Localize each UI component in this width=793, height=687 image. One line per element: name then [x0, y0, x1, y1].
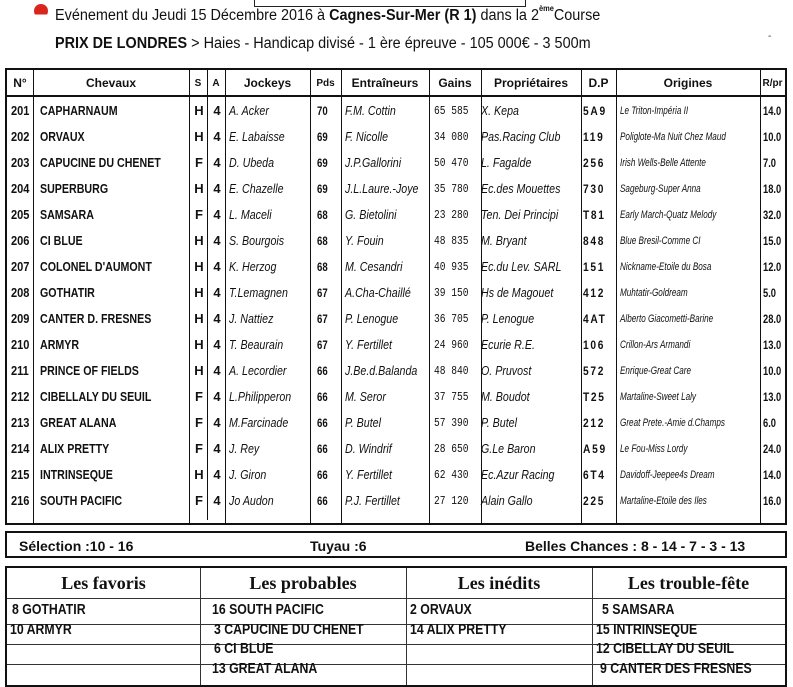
cell-recent-form: A59 — [583, 442, 607, 456]
table-row — [7, 384, 785, 410]
cell-horse: INTRINSEQUE — [40, 467, 113, 482]
cell-age: 4 — [213, 207, 221, 222]
cell-earnings: 23 280 — [434, 208, 469, 222]
table-row — [7, 98, 785, 124]
cell-horse: SAMSARA — [40, 207, 94, 222]
col-header-owners: Propriétaires — [493, 76, 569, 90]
cell-jockey: T. Beaurain — [229, 337, 284, 352]
cell-trainer: F. Nicolle — [345, 129, 389, 144]
cell-earnings: 50 470 — [434, 156, 469, 170]
cell-rating: 5.0 — [763, 286, 777, 300]
cell-earnings: 48 840 — [434, 364, 469, 378]
cell-horse: ALIX PRETTY — [40, 441, 110, 456]
cell-weight: 66 — [317, 468, 328, 482]
cell-weight: 66 — [317, 416, 328, 430]
table-row — [7, 462, 785, 488]
cell-horse: CI BLUE — [40, 233, 83, 248]
cell-owner: P. Lenogue — [481, 311, 535, 326]
inedits-item: 2 ORVAUX — [410, 601, 472, 618]
cell-age: 4 — [213, 129, 221, 144]
cell-origins: Great Prete.-Amie d.Champs — [620, 417, 725, 429]
inedits-item: 14 ALIX PRETTY — [410, 621, 507, 638]
cell-owner: Ec.Azur Racing — [481, 467, 555, 482]
cell-trainer: J.L.Laure.-Joye — [345, 181, 419, 196]
cell-weight: 68 — [317, 260, 328, 274]
cell-rating: 15.0 — [763, 234, 782, 248]
cell-trainer: F.M. Cottin — [345, 103, 396, 118]
cell-rating: 14.0 — [763, 104, 782, 118]
cell-number: 202 — [11, 129, 30, 144]
cell-horse: GOTHATIR — [40, 285, 95, 300]
probables-item: 3 CAPUCINE DU CHENET — [214, 621, 364, 638]
table-row — [7, 280, 785, 306]
cell-sex: F — [195, 389, 203, 404]
cell-jockey: J. Giron — [229, 467, 267, 482]
cell-jockey: L. Maceli — [229, 207, 272, 222]
cell-rating: 13.0 — [763, 338, 782, 352]
cell-owner: G.Le Baron — [481, 441, 536, 456]
cell-age: 4 — [213, 311, 221, 326]
cell-number: 216 — [11, 493, 30, 508]
table-row — [7, 228, 785, 254]
cell-age: 4 — [213, 389, 221, 404]
cell-earnings: 48 835 — [434, 234, 469, 248]
event-place: Cagnes-Sur-Mer (R 1) — [329, 7, 477, 25]
cell-age: 4 — [213, 103, 221, 118]
cell-weight: 70 — [317, 104, 328, 118]
cell-recent-form: 106 — [583, 338, 606, 352]
cell-number: 212 — [11, 389, 30, 404]
cell-sex: F — [195, 441, 203, 456]
cell-recent-form: 848 — [583, 234, 606, 248]
header-divider — [7, 95, 785, 97]
col-header-sex: S — [194, 78, 202, 89]
cell-number: 211 — [11, 363, 29, 378]
cell-recent-form: 6T4 — [583, 468, 606, 482]
cell-weight: 68 — [317, 208, 328, 222]
cell-origins: Poliglote-Ma Nuit Chez Maud — [620, 131, 726, 143]
cell-sex: H — [194, 103, 204, 118]
cell-origins: Nickname-Etoile du Bosa — [620, 261, 712, 273]
event-line — [55, 4, 601, 25]
cell-earnings: 65 585 — [434, 104, 469, 118]
cell-age: 4 — [213, 441, 221, 456]
cell-rating: 28.0 — [763, 312, 782, 326]
cell-rating: 10.0 — [763, 364, 782, 378]
cell-horse: ORVAUX — [40, 129, 85, 144]
cell-age: 4 — [213, 415, 221, 430]
cell-origins: Sageburg-Super Anna — [620, 183, 701, 195]
cell-origins: Enrique-Great Care — [620, 365, 692, 377]
cell-jockey: L.Philipperon — [229, 389, 292, 404]
cell-jockey: J. Nattiez — [229, 311, 274, 326]
race-details: > Haies - Handicap divisé - 1 ère épreuve - 105 000€ - 3 500m — [187, 35, 591, 52]
cell-number: 209 — [11, 311, 30, 326]
inedits-title: Les inédits — [457, 573, 541, 593]
cell-trainer: A.Cha-Chaillé — [345, 285, 411, 300]
grid-divider — [7, 598, 785, 599]
cell-age: 4 — [213, 259, 221, 274]
cell-owner: Ten. Dei Principi — [481, 207, 559, 222]
cell-trainer: J.P.Gallorini — [345, 155, 402, 170]
cell-age: 4 — [213, 493, 221, 508]
cell-horse: SOUTH PACIFIC — [40, 493, 123, 508]
cell-earnings: 34 080 — [434, 130, 469, 144]
table-row — [7, 306, 785, 332]
cell-earnings: 35 780 — [434, 182, 469, 196]
cell-recent-form: T25 — [583, 390, 606, 404]
cell-owner: Hs de Magouet — [481, 285, 554, 300]
cell-sex: F — [195, 415, 203, 430]
favoris-item: 10 ARMYR — [10, 621, 72, 638]
cell-weight: 66 — [317, 494, 328, 508]
cell-weight: 68 — [317, 234, 328, 248]
cell-earnings: 28 650 — [434, 442, 469, 456]
cell-origins: Crillon-Ars Armandi — [620, 339, 691, 351]
probables-item: 13 GREAT ALANA — [212, 660, 318, 677]
cell-trainer: G. Bietolini — [345, 207, 397, 222]
cell-earnings: 57 390 — [434, 416, 469, 430]
cell-origins: Le Triton-Impéria II — [620, 105, 689, 117]
cell-number: 214 — [11, 441, 30, 456]
cell-owner: Pas.Racing Club — [481, 129, 561, 144]
col-header-form: D.P — [588, 76, 609, 90]
cell-weight: 69 — [317, 156, 328, 170]
col-header-jockeys: Jockeys — [243, 76, 292, 90]
cell-recent-form: 151 — [583, 260, 606, 274]
trouble-fete-item: 9 CANTER DES FRESNES — [600, 660, 752, 677]
favoris-title: Les favoris — [61, 573, 146, 593]
cell-jockey: A. Lecordier — [229, 363, 287, 378]
cell-jockey: E. Chazelle — [229, 181, 284, 196]
cell-trainer: P. Butel — [345, 415, 381, 430]
selection-text: Sélection :10 - 16 — [19, 538, 134, 554]
tuyau-text: Tuyau :6 — [310, 538, 367, 554]
cell-age: 4 — [213, 363, 221, 378]
table-row — [7, 124, 785, 150]
favoris-item: 8 GOTHATIR — [12, 601, 86, 618]
cell-earnings: 62 430 — [434, 468, 469, 482]
cell-sex: F — [195, 155, 203, 170]
table-row — [7, 254, 785, 280]
cell-recent-form: 412 — [583, 286, 606, 300]
cell-number: 215 — [11, 467, 30, 482]
cell-jockey: Jo Audon — [229, 493, 274, 508]
cell-earnings: 24 960 — [434, 338, 469, 352]
cell-horse: CANTER D. FRESNES — [40, 311, 152, 326]
cell-jockey: J. Rey — [229, 441, 260, 456]
event-date: Evénement du Jeudi 15 Décembre 2016 à — [55, 7, 330, 25]
cell-weight: 67 — [317, 312, 328, 326]
cell-number: 201 — [11, 103, 30, 118]
cell-origins: Alberto Giacometti-Barine — [620, 313, 714, 325]
cell-origins: Martaline-Sweet Laly — [620, 391, 697, 403]
cell-horse: CIBELLALY DU SEUIL — [40, 389, 152, 404]
cell-origins: Le Fou-Miss Lordy — [620, 443, 688, 455]
cell-rating: 7.0 — [763, 156, 777, 170]
cell-trainer: P.J. Fertillet — [345, 493, 400, 508]
trouble-fete-item: 5 SAMSARA — [602, 601, 675, 618]
cell-jockey: K. Herzog — [229, 259, 277, 274]
cell-recent-form: T81 — [583, 208, 606, 222]
probables-item: 6 CI BLUE — [214, 640, 274, 657]
cell-age: 4 — [213, 155, 221, 170]
belles-chances-text: Belles Chances : 8 - 14 - 7 - 3 - 13 — [525, 538, 746, 554]
race-line — [55, 35, 591, 53]
cell-weight: 66 — [317, 390, 328, 404]
cell-number: 203 — [11, 155, 30, 170]
cell-horse: COLONEL D'AUMONT — [40, 259, 152, 274]
table-row — [7, 410, 785, 436]
cell-owner: Ec.du Lev. SARL — [481, 259, 562, 274]
cell-earnings: 37 755 — [434, 390, 469, 404]
table-row — [7, 436, 785, 462]
cell-age: 4 — [213, 233, 221, 248]
trouble-fete-item: 12 CIBELLAY DU SEUIL — [596, 640, 735, 657]
cell-recent-form: 256 — [583, 156, 606, 170]
cell-horse: ARMYR — [40, 337, 80, 352]
cell-rating: 18.0 — [763, 182, 782, 196]
cell-number: 213 — [11, 415, 30, 430]
cell-rating: 12.0 — [763, 260, 782, 274]
cell-jockey: S. Bourgois — [229, 233, 285, 248]
cell-age: 4 — [213, 181, 221, 196]
cell-owner: M. Bryant — [481, 233, 527, 248]
table-row — [7, 150, 785, 176]
cell-rating: 10.0 — [763, 130, 782, 144]
cell-jockey: E. Labaisse — [229, 129, 285, 144]
cell-rating: 6.0 — [763, 416, 777, 430]
table-row — [7, 358, 785, 384]
col-header-age: A — [212, 78, 220, 89]
cell-sex: H — [194, 259, 204, 274]
cell-sex: H — [194, 181, 204, 196]
cell-recent-form: 225 — [583, 494, 606, 508]
cell-number: 204 — [11, 181, 30, 196]
event-ordinal: ème — [538, 4, 554, 13]
cell-rating: 16.0 — [763, 494, 782, 508]
cell-sex: H — [194, 311, 204, 326]
cell-jockey: M.Farcinade — [229, 415, 289, 430]
cell-age: 4 — [213, 467, 221, 482]
cell-owner: Alain Gallo — [481, 493, 533, 508]
red-bullet — [34, 4, 48, 18]
cell-owner: Ec.des Mouettes — [481, 181, 561, 196]
table-row — [7, 176, 785, 202]
cell-earnings: 27 120 — [434, 494, 469, 508]
cell-weight: 67 — [317, 286, 328, 300]
cell-recent-form: 730 — [583, 182, 606, 196]
event-course-label: Course — [553, 7, 601, 25]
cell-weight: 66 — [317, 442, 328, 456]
cell-sex: H — [194, 129, 204, 144]
cell-origins: Martaline-Etoile des Iles — [620, 495, 707, 507]
cell-horse: CAPHARNAUM — [40, 103, 118, 118]
cell-recent-form: 5A9 — [583, 104, 607, 118]
cell-number: 208 — [11, 285, 30, 300]
col-header-origins: Origines — [663, 76, 713, 90]
cell-age: 4 — [213, 337, 221, 352]
cell-recent-form: 572 — [583, 364, 606, 378]
cell-number: 206 — [11, 233, 30, 248]
trouble-fete-title: Les trouble-fête — [627, 573, 750, 593]
cell-origins: Davidoff-Jeepee4s Dream — [620, 469, 715, 481]
cell-rating: 13.0 — [763, 390, 782, 404]
cell-owner: P. Butel — [481, 415, 517, 430]
cell-rating: 14.0 — [763, 468, 782, 482]
cell-sex: H — [194, 233, 204, 248]
event-race-number: dans la 2 — [476, 7, 539, 25]
race-name: PRIX DE LONDRES — [55, 35, 188, 52]
cell-origins: Blue Bresil-Comme CI — [620, 235, 701, 247]
cell-earnings: 36 705 — [434, 312, 469, 326]
cell-origins: Irish Wells-Belle Attente — [620, 157, 706, 169]
col-header-earnings: Gains — [438, 76, 472, 90]
cell-owner: Ecurie R.E. — [481, 337, 535, 352]
cell-owner: X. Kepa — [481, 103, 519, 118]
cell-number: 207 — [11, 259, 30, 274]
cell-trainer: Y. Fouin — [345, 233, 384, 248]
cell-origins: Early March-Quatz Melody — [620, 209, 717, 221]
cell-earnings: 40 935 — [434, 260, 469, 274]
cell-owner: O. Pruvost — [481, 363, 532, 378]
cell-weight: 69 — [317, 182, 328, 196]
cell-trainer: J.Be.d.Balanda — [345, 363, 418, 378]
cell-weight: 66 — [317, 364, 328, 378]
cell-horse: PRINCE OF FIELDS — [40, 363, 139, 378]
cell-horse: SUPERBURG — [40, 181, 109, 196]
cell-rating: 24.0 — [763, 442, 782, 456]
pronostics-grid — [5, 566, 787, 687]
cell-sex: H — [194, 467, 204, 482]
cell-owner: M. Boudot — [481, 389, 530, 404]
cell-trainer: P. Lenogue — [345, 311, 399, 326]
cell-horse: GREAT ALANA — [40, 415, 117, 430]
col-header-trainers: Entraîneurs — [351, 76, 419, 90]
cell-trainer: M. Cesandri — [345, 259, 403, 274]
cell-trainer: M. Seror — [345, 389, 386, 404]
cell-age: 4 — [213, 285, 221, 300]
cell-recent-form: 4AT — [583, 312, 607, 326]
cell-owner: L. Fagalde — [481, 155, 532, 170]
cell-jockey: A. Acker — [229, 103, 269, 118]
corner-mark: - — [768, 31, 772, 42]
trouble-fete-item: 15 INTRINSEQUE — [596, 621, 698, 638]
cell-number: 210 — [11, 337, 30, 352]
cell-sex: F — [195, 207, 203, 222]
table-row — [7, 332, 785, 358]
col-header-horses: Chevaux — [85, 76, 137, 90]
col-header-number: N° — [13, 76, 27, 90]
cell-sex: H — [194, 285, 204, 300]
cell-horse: CAPUCINE DU CHENET — [40, 155, 161, 170]
probables-item: 16 SOUTH PACIFIC — [212, 601, 324, 618]
table-row — [7, 488, 785, 514]
cell-trainer: Y. Fertillet — [345, 337, 393, 352]
selection-bar — [5, 531, 787, 558]
runners-table — [5, 68, 787, 525]
cell-rating: 32.0 — [763, 208, 782, 222]
cell-trainer: D. Windrif — [345, 441, 392, 456]
col-header-rating: R/pr — [762, 78, 783, 89]
col-header-weight: Pds — [316, 78, 335, 89]
cell-earnings: 39 150 — [434, 286, 469, 300]
cell-origins: Muhtatir-Goldream — [620, 287, 688, 299]
cell-weight: 69 — [317, 130, 328, 144]
cell-number: 205 — [11, 207, 30, 222]
cell-recent-form: 212 — [583, 416, 606, 430]
cell-sex: H — [194, 337, 204, 352]
table-row — [7, 202, 785, 228]
cell-weight: 67 — [317, 338, 328, 352]
cell-trainer: Y. Fertillet — [345, 467, 393, 482]
cell-jockey: D. Ubeda — [229, 155, 275, 170]
cell-recent-form: 119 — [583, 130, 605, 144]
top-frame — [254, 0, 526, 7]
cell-sex: F — [195, 493, 203, 508]
cell-sex: H — [194, 363, 204, 378]
cell-jockey: T.Lemagnen — [229, 285, 288, 300]
probables-title: Les probables — [249, 573, 357, 593]
